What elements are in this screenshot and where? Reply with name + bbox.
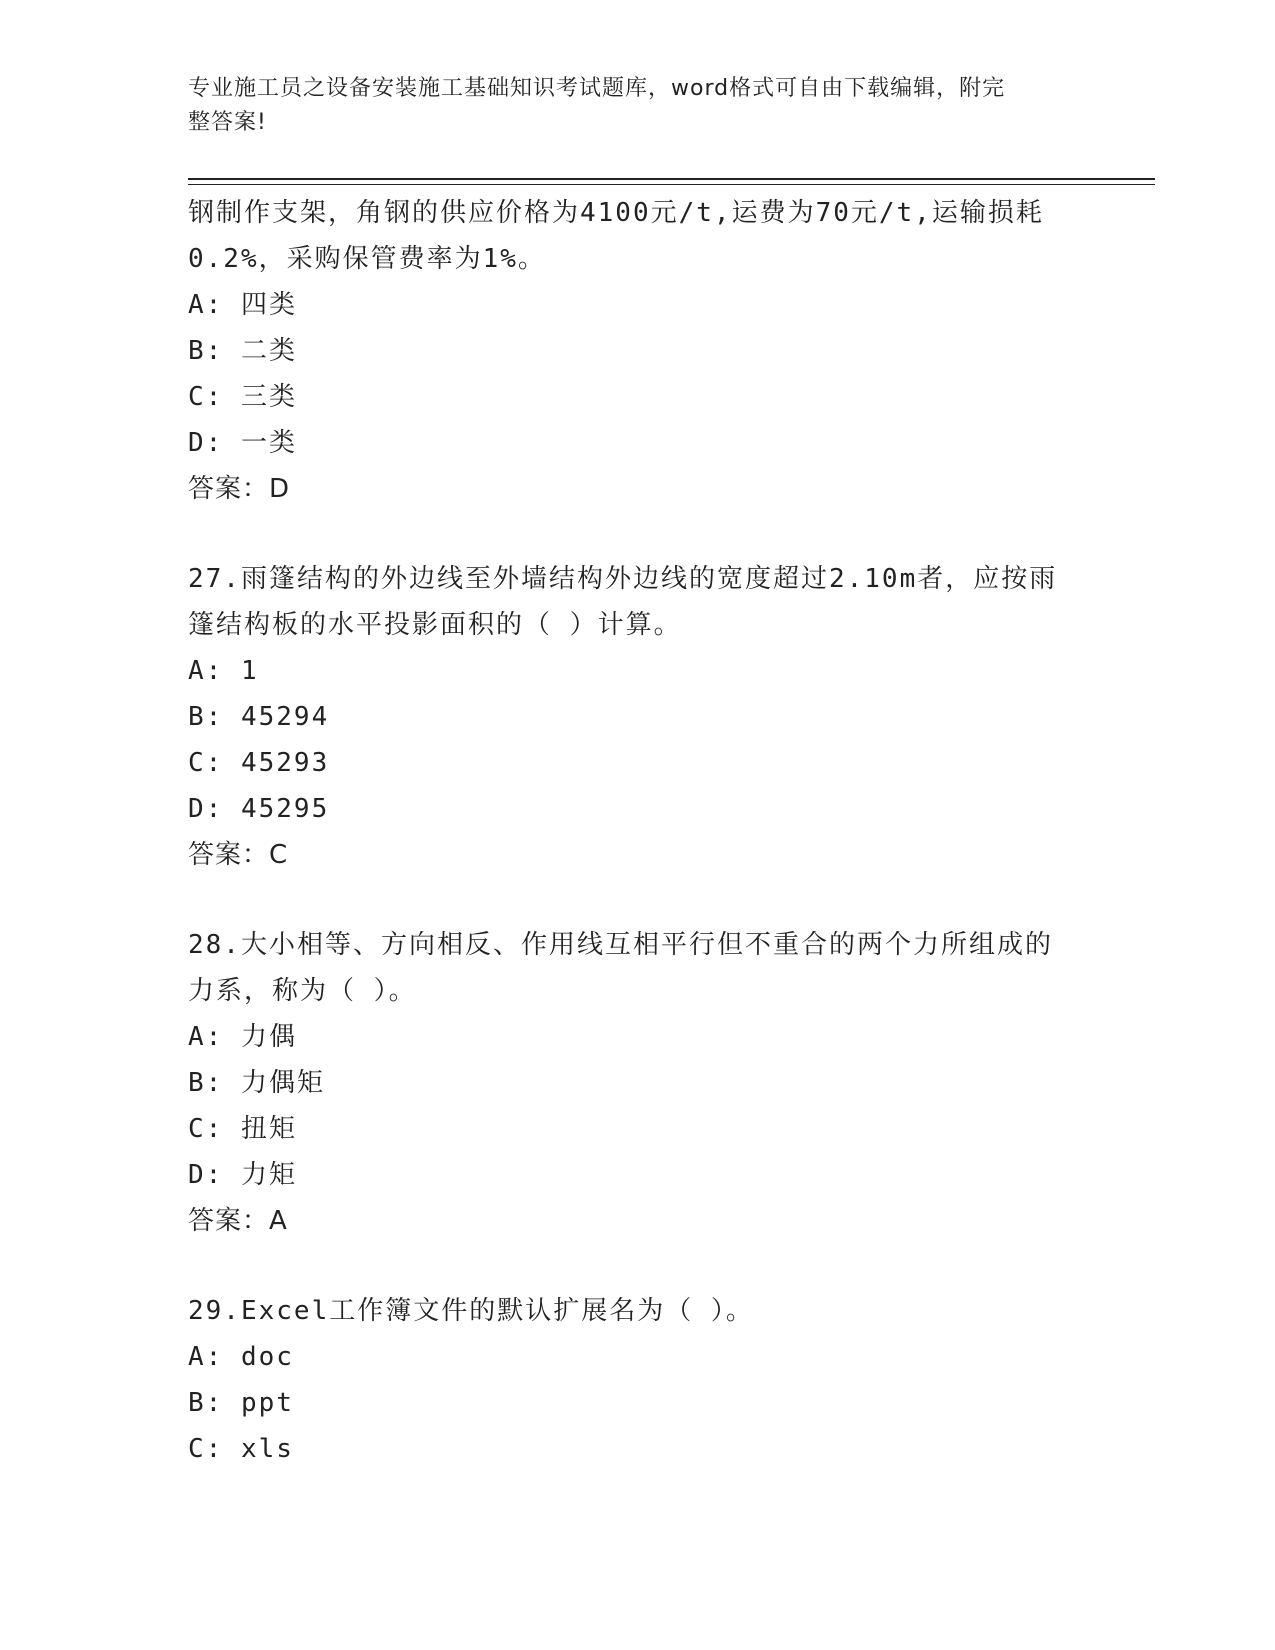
- option-b: B: ppt: [188, 1388, 294, 1418]
- option-c: C: 45293: [188, 748, 330, 778]
- header-divider-thin: [188, 184, 1155, 185]
- document-header: [188, 72, 1068, 140]
- question-27: [188, 556, 1088, 878]
- option-a: A: 四类: [188, 290, 297, 320]
- option-c: C: 扭矩: [188, 1114, 297, 1144]
- question-29: [188, 1288, 1088, 1472]
- option-c: C: xls: [188, 1434, 294, 1464]
- question-stem-line: 篷结构板的水平投影面积的（ ）计算。: [188, 610, 682, 640]
- question-stem-line: 力系，称为（ ）。: [188, 976, 417, 1006]
- question-stem-line: 27.雨篷结构的外边线至外墙结构外边线的宽度超过2.10m者，应按雨: [188, 564, 1058, 594]
- option-d: D: 一类: [188, 428, 297, 458]
- option-d: D: 力矩: [188, 1160, 297, 1190]
- question-26: [188, 190, 1088, 512]
- option-c: C: 三类: [188, 382, 297, 412]
- answer-label: 答案：C: [188, 840, 289, 870]
- header-line-2: 整答案!: [188, 110, 267, 135]
- option-b: B: 45294: [188, 702, 330, 732]
- option-b: B: 二类: [188, 336, 297, 366]
- option-a: A: doc: [188, 1342, 294, 1372]
- question-list: [188, 190, 1088, 1472]
- option-a: A: 1: [188, 656, 259, 686]
- answer-label: 答案：A: [188, 1206, 288, 1236]
- question-28: [188, 922, 1088, 1244]
- question-stem-line: 28.大小相等、方向相反、作用线互相平行但不重合的两个力所组成的: [188, 930, 1053, 960]
- question-stem-line: 0.2%，采购保管费率为1%。: [188, 244, 546, 274]
- header-divider-thick: [188, 178, 1155, 180]
- header-line-1: 专业施工员之设备安装施工基础知识考试题库，word格式可自由下载编辑，附完: [188, 76, 1006, 101]
- option-a: A: 力偶: [188, 1022, 297, 1052]
- option-b: B: 力偶矩: [188, 1068, 325, 1098]
- question-stem-line: 钢制作支架，角钢的供应价格为4100元/t,运费为70元/t,运输损耗: [188, 198, 1044, 228]
- question-stem-line: 29.Excel工作簿文件的默认扩展名为（ ）。: [188, 1296, 754, 1326]
- answer-label: 答案：D: [188, 474, 291, 504]
- option-d: D: 45295: [188, 794, 330, 824]
